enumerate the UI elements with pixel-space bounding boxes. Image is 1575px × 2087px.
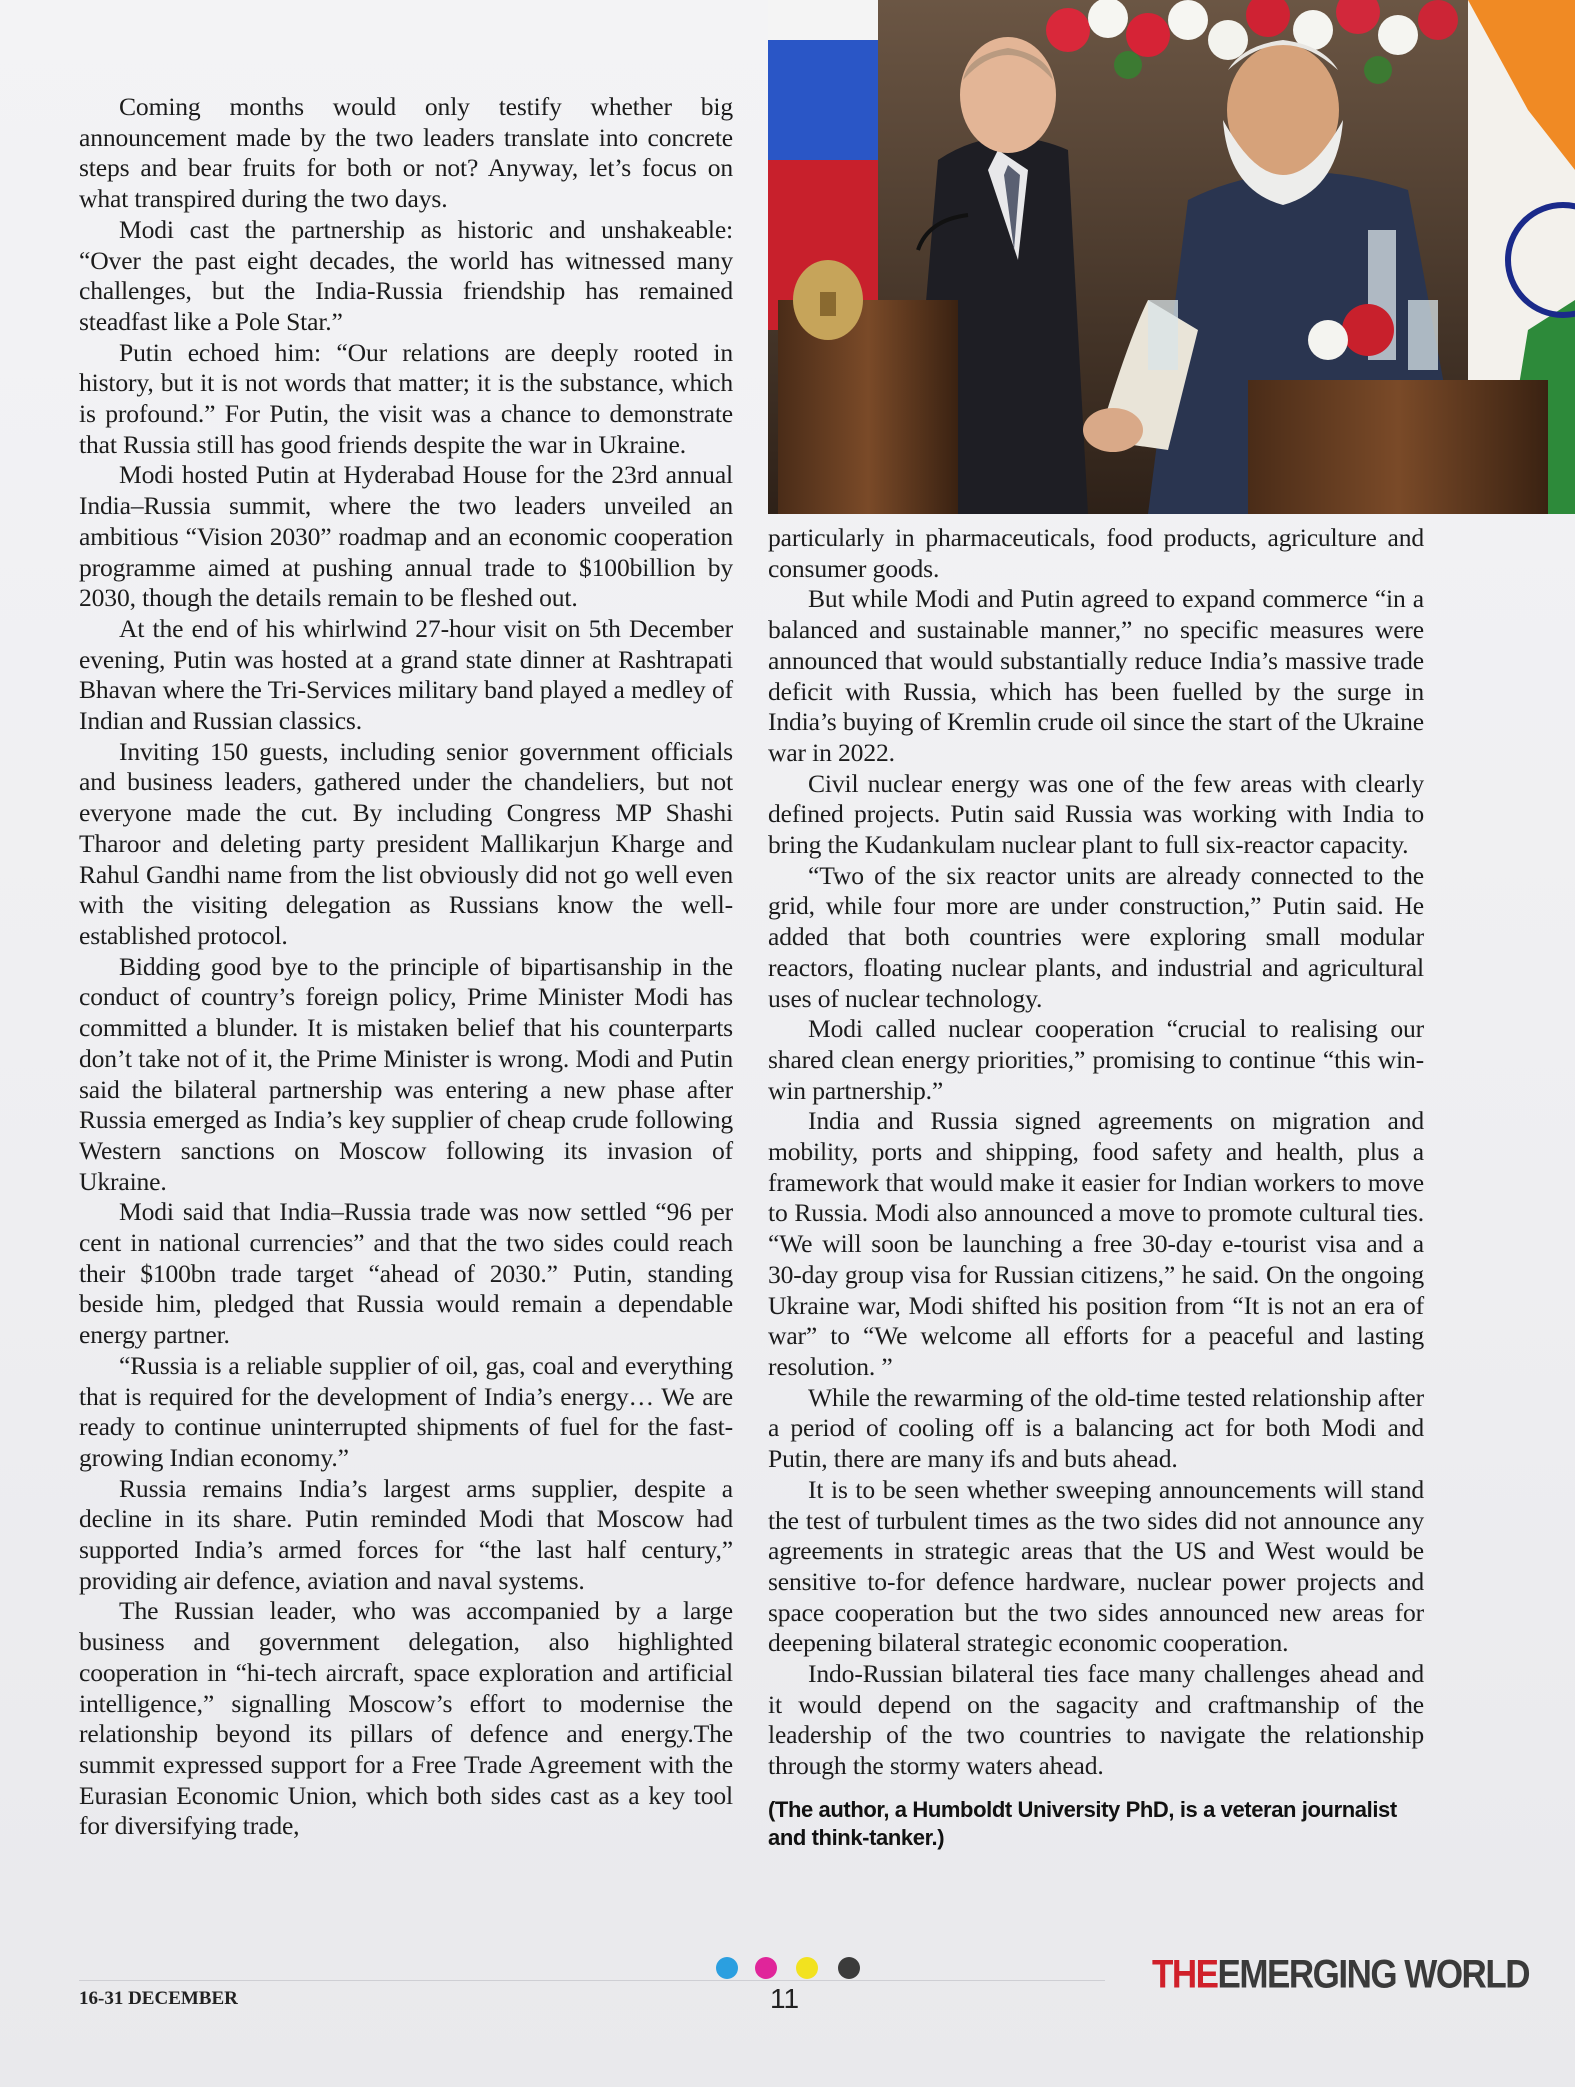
article-paragraph: The Russian leader, who was accompanied by a large business and government delegation, also highlighted cooperation in “hi-tech aircraft, space exploration and artificial intelligence,” signalling Moscow’s effort to modernise the relationship beyond its pillars of defence and energy.The summit expressed support for a Free Trade Agreement with the Eurasian Economic Union, which both sides cast as a key tool for diversifying trade,	[79, 1596, 733, 1841]
logo-the: THE	[1152, 1952, 1218, 1997]
photo-illustration	[768, 0, 1575, 514]
article-paragraph: India and Russia signed agreements on migration and mobility, ports and shipping, food safety and health, plus a framework that would make it easier for Indian workers to move to Russia. Modi also announced a move to promote cultural ties. “We will soon be launching a free 30-day e-tourist visa and a 30-day group visa for Russian citizens,” he said. On the ongoing Ukraine war, Modi shifted his position from “It is not an era of war” to “We welcome all efforts for a peaceful and lasting resolution. ”	[768, 1106, 1424, 1381]
footer-rule	[79, 1980, 1105, 1981]
black-dot-icon	[838, 1957, 860, 1979]
article-paragraph: While the rewarming of the old-time tested relationship after a period of cooling off is a balancing act for both Modi and Putin, there are many ifs and buts ahead.	[768, 1382, 1424, 1474]
page-number: 11	[770, 1983, 800, 2014]
article-column-left	[79, 92, 733, 1842]
author-note: (The author, a Humboldt University PhD, is a veteran journalist and think-tanker.)	[768, 1796, 1397, 1850]
article-paragraph: But while Modi and Putin agreed to expand commerce “in a balanced and sustainable manner,” no specific measures were announced that would substantially reduce India’s massive trade deficit with Russia, which has been fuelled by the surge in India’s buying of Kremlin crude oil since the start of the Ukraine war in 2022.	[768, 584, 1424, 767]
article-paragraph: At the end of his whirlwind 27-hour visit on 5th December evening, Putin was hosted at a grand state dinner at Rashtrapati Bhavan where the Tri-Services military band played a medley of Indian and Russian classics.	[79, 613, 733, 736]
article-paragraph: Modi hosted Putin at Hyderabad House for the 23rd annual India–Russia summit, where the two leaders unveiled an ambitious “Vision 2030” roadmap and an economic cooperation programme aimed at pushing annual trade to $100billion by 2030, though the details remain to be fleshed out.	[79, 460, 733, 613]
article-paragraph: It is to be seen whether sweeping announcements will stand the test of turbulent times as the two sides did not announce any agreements in strategic areas that the US and West would be sensitive to-for defence hardware, nuclear power projects and space cooperation but the two sides announced new areas for deepening bilateral strategic economic cooperation.	[768, 1474, 1424, 1658]
logo-emerging-world: EMERGING WORLD	[1217, 1952, 1529, 1997]
magazine-logo	[1152, 1952, 1529, 1998]
article-paragraph: Coming months would only testify whether big announcement made by the two leaders translate into concrete steps and bear fruits for both or not? Anyway, let’s focus on what transpired during the two days.	[79, 92, 733, 214]
article-paragraph: Civil nuclear energy was one of the few areas with clearly defined projects. Putin said Russia was working with India to bring the Kudankulam nuclear plant to full six-reactor capacity.	[768, 768, 1424, 860]
article-paragraph-continued: particularly in pharmaceuticals, food products, agriculture and consumer goods.	[768, 523, 1424, 583]
article-paragraph: Inviting 150 guests, including senior government officials and business leaders, gathered under the chandeliers, but not everyone made the cut. By including Congress MP Shashi Tharoor and deleting party president Mallikarjun Kharge and Rahul Gandhi name from the list obviously did not go well even with the visiting delegation as Russians know the well-established protocol.	[79, 736, 733, 950]
issue-date: 16-31 DECEMBER	[79, 1988, 238, 2009]
article-paragraph: Putin echoed him: “Our relations are deeply rooted in history, but it is not words that matter; it is the substance, which is profound.” For Putin, the visit was a chance to demonstrate that Russia still has good friends despite the war in Ukraine.	[79, 337, 733, 459]
article-paragraph: “Russia is a reliable supplier of oil, gas, coal and everything that is required for the development of India’s energy… We are ready to continue uninterrupted shipments of fuel for the fast-growing Indian economy.”	[79, 1350, 733, 1472]
leaders-handshake-photo	[768, 0, 1575, 514]
magenta-dot-icon	[755, 1957, 777, 1979]
article-paragraph: “Two of the six reactor units are already connected to the grid, while four more are under construction,” Putin said. He added that both countries were exploring small modular reactors, floating nuclear plants, and industrial and agricultural uses of nuclear technology.	[768, 860, 1424, 1013]
article-paragraph: Indo-Russian bilateral ties face many challenges ahead and it would depend on the sagacity and craftmanship of the leadership of the two countries to navigate the relationship through the stormy waters ahead.	[768, 1659, 1424, 1781]
article-paragraph: Modi called nuclear cooperation “crucial to realising our shared clean energy priorities,” promising to continue “this win-win partnership.”	[768, 1014, 1424, 1105]
cyan-dot-icon	[716, 1957, 738, 1979]
article-paragraph: Russia remains India’s largest arms supplier, despite a decline in its share. Putin reminded Modi that Moscow had supported India’s armed forces for “the last half century,” providing air defence, aviation and naval systems.	[79, 1473, 733, 1595]
article-paragraph: Bidding good bye to the principle of bipartisanship in the conduct of country’s foreign policy, Prime Minister Modi has committed a blunder. It is mistaken belief that his counterparts don’t take not of it, the Prime Minister is wrong. Modi and Putin said the bilateral partnership was entering a new phase after Russia emerged as India’s key supplier of cheap crude following Western sanctions on Moscow following its invasion of Ukraine.	[79, 951, 733, 1196]
yellow-dot-icon	[796, 1957, 818, 1979]
article-column-right	[768, 523, 1424, 1852]
article-paragraph: Modi cast the partnership as historic and unshakeable: “Over the past eight decades, the world has witnessed many challenges, but the India-Russia friendship has remained steadfast like a Pole Star.”	[79, 214, 733, 336]
article-paragraph: Modi said that India–Russia trade was now settled “96 per cent in national currencies” and that the two sides could reach their $100bn trade target “ahead of 2030.” Putin, standing beside him, pledged that Russia would remain a dependable energy partner.	[79, 1197, 733, 1350]
